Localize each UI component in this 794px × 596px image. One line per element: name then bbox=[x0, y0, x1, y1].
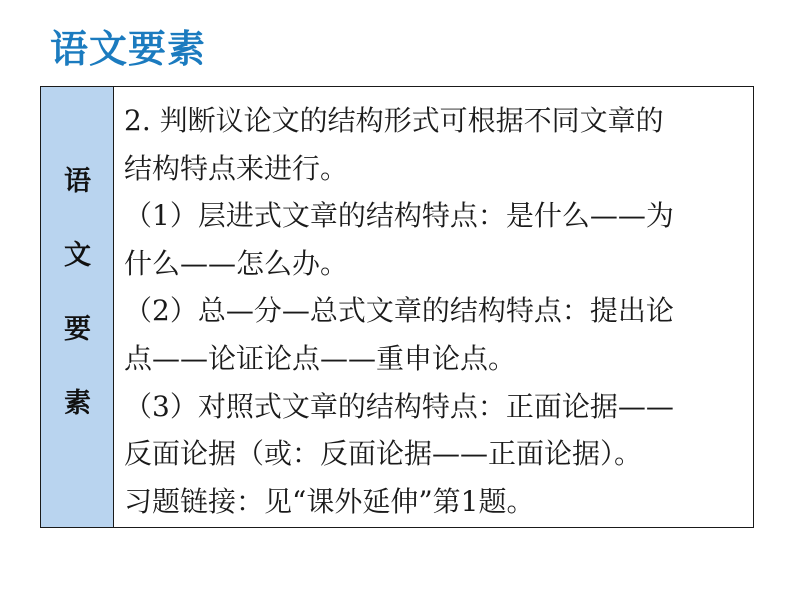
content-line: 什么——怎么办。 bbox=[124, 246, 349, 280]
content-line: （3）对照式文章的结构特点：正面论据—— bbox=[124, 389, 674, 423]
content-table bbox=[40, 86, 754, 528]
content-text-cell bbox=[114, 87, 753, 527]
content-line: （1）层进式文章的结构特点：是什么——为 bbox=[124, 199, 674, 233]
content-line: （2）总—分—总式文章的结构特点：提出论 bbox=[124, 294, 674, 328]
side-label-char: 语 bbox=[64, 166, 91, 197]
side-label-cell bbox=[41, 87, 114, 527]
side-label-char: 要 bbox=[64, 314, 91, 345]
content-line: 2. 判断议论文的结构形式可根据不同文章的 bbox=[124, 104, 664, 137]
content-line: 习题链接：见“课外延伸”第1题。 bbox=[124, 484, 535, 518]
page-title: 语文要素 bbox=[50, 27, 207, 71]
content-line: 反面论据（或：反面论据——正面论据）。 bbox=[124, 437, 643, 471]
side-label-char: 素 bbox=[64, 388, 91, 419]
side-label-char: 文 bbox=[64, 240, 91, 271]
content-line: 结构特点来进行。 bbox=[124, 151, 349, 185]
content-line: 点——论证论点——重申论点。 bbox=[124, 341, 517, 375]
